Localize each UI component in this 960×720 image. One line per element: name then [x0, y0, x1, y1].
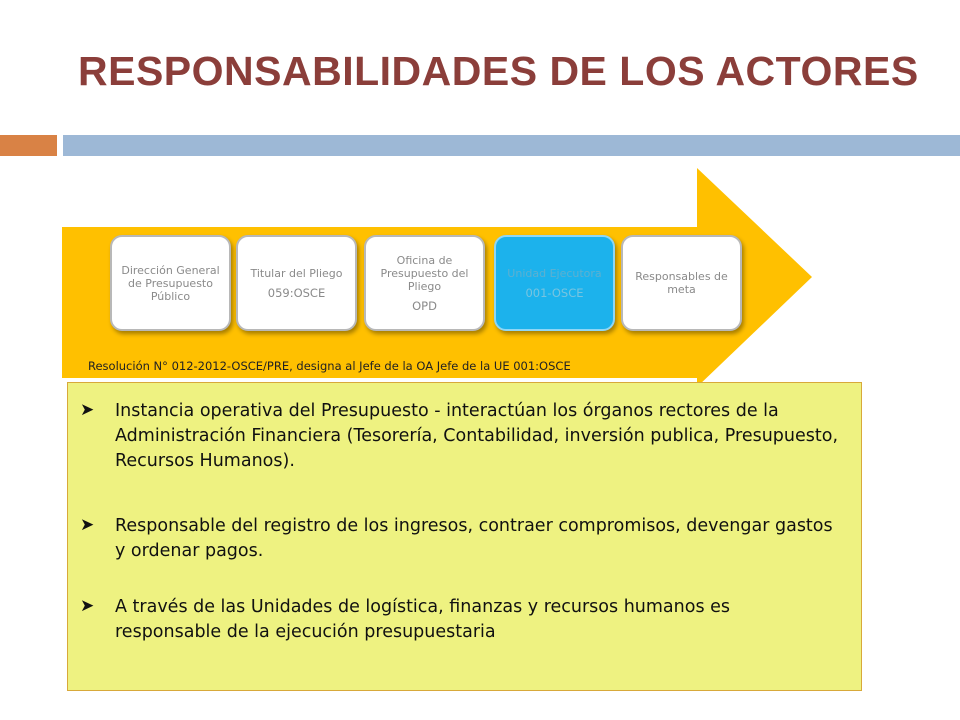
description-panel: [67, 382, 862, 691]
resolution-note: Resolución N° 012-2012-OSCE/PRE, designa al Jefe de la OA Jefe de la UE 001:OSCE: [88, 359, 571, 373]
step-box-opd: [364, 235, 485, 331]
bullet-item: [80, 595, 840, 645]
step-box-responsables-meta: [621, 235, 742, 331]
bullet-text: Responsable del registro de los ingresos, contraer compromisos, devengar gastos y ordenar pagos.: [115, 516, 833, 561]
bullet-item: [80, 514, 840, 564]
step-label: Unidad Ejecutora: [507, 266, 602, 280]
bullet-text: Instancia operativa del Presupuesto - interactúan los órganos rectores de la Administración Financiera (Tesorería, Contabilidad, inversión publica, Presupuesto, Recursos Humanos).: [115, 401, 839, 471]
step-sub: 001-OSCE: [525, 285, 584, 300]
step-sub: OPD: [412, 298, 437, 313]
bullet-item: [80, 399, 840, 474]
arrowhead-bullet-icon: ➤: [80, 400, 95, 420]
step-box-titular-pliego: [236, 235, 357, 331]
step-box-unidad-ejecutora: [494, 235, 615, 331]
step-label: Dirección General de Presupuesto Público: [121, 263, 220, 303]
arrowhead-bullet-icon: ➤: [80, 515, 95, 535]
step-box-dgpp: [110, 235, 231, 331]
step-label: Titular del Pliego: [250, 266, 343, 280]
arrowhead-bullet-icon: ➤: [80, 596, 95, 616]
step-sub: 059:OSCE: [267, 285, 326, 300]
step-label: Responsables de meta: [635, 270, 728, 296]
bullet-text: A través de las Unidades de logística, finanzas y recursos humanos es responsable de la ejecución presupuestaria: [115, 597, 731, 642]
page-title: RESPONSABILIDADES DE LOS ACTORES: [78, 48, 919, 94]
step-label: Oficina de Presupuesto del Pliego: [380, 253, 469, 293]
